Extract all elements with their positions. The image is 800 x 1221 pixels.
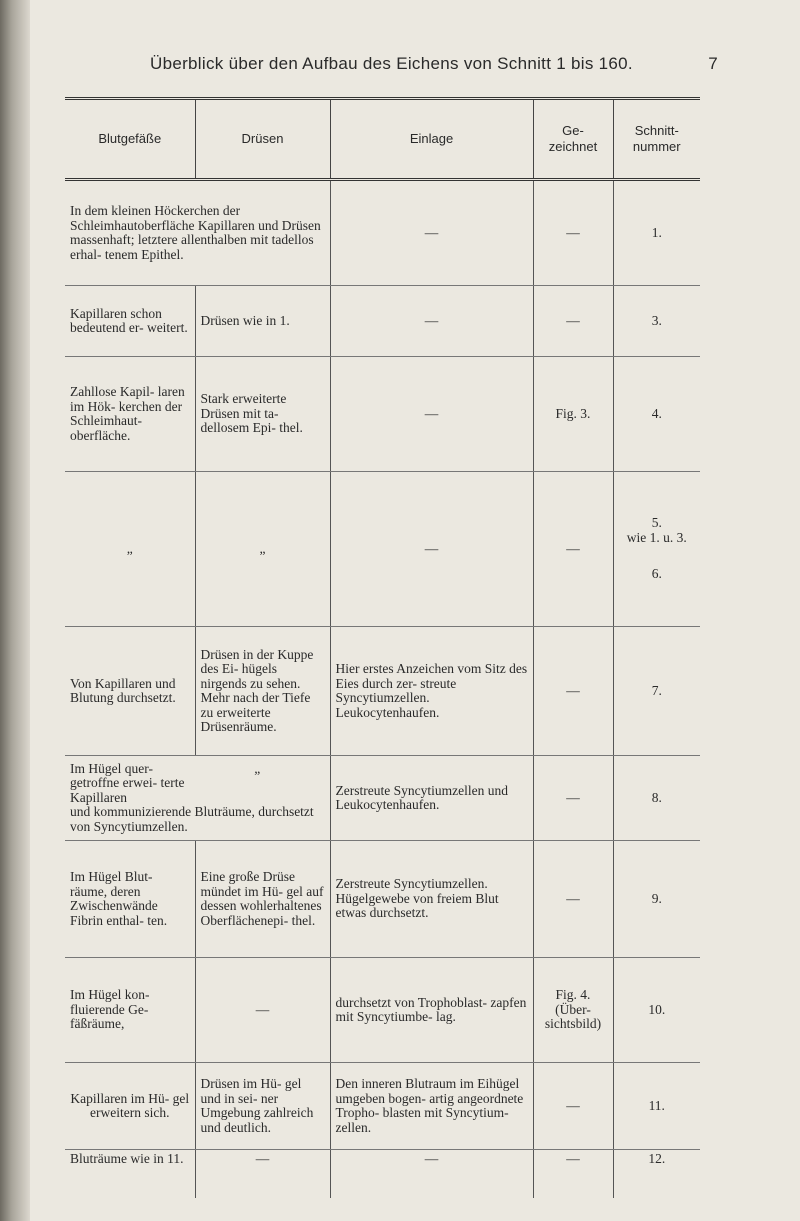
table-row <box>65 841 700 958</box>
cell-blutgefaesse: Zahllose Kapil- laren im Hök- kerchen der Schleimhaut- oberfläche. <box>65 357 195 472</box>
overview-table <box>65 97 700 1198</box>
table-row <box>65 472 700 627</box>
cell-einlage: Zerstreute Syncytiumzellen. Hügelgewebe von freiem Blut etwas durchsetzt. <box>330 841 533 958</box>
cell-nummer: 9. <box>613 841 700 958</box>
cell-gezeichnet: — <box>533 841 613 958</box>
cell-blutgefaesse: Im Hügel Blut- räume, deren Zwischenwände Fibrin enthal- ten. <box>65 841 195 958</box>
cell-druesen: Drüsen in der Kuppe des Ei- hügels nirgends zu sehen. Mehr nach der Tiefe zu erweiterte Drüsenräume. <box>195 627 330 756</box>
cell-druesen: „ <box>195 472 330 627</box>
cell-nummer: 11. <box>613 1063 700 1150</box>
cell-blutgefaesse: Kapillaren schon bedeutend er- weitert. <box>65 286 195 357</box>
cell-einlage: — <box>330 357 533 472</box>
cell-einlage: durchsetzt von Trophoblast- zapfen mit Syncytiumbe- lag. <box>330 958 533 1063</box>
cell-blutgefaesse: Im Hügel quer- getroffne erwei- terte Kapillaren <box>70 760 185 805</box>
table-row <box>65 756 700 841</box>
cell-druesen: — <box>195 958 330 1063</box>
running-title: Überblick über den Aufbau des Eichens von Schnitt 1 bis 160. <box>150 54 633 73</box>
table-row <box>65 627 700 756</box>
cell-gezeichnet: Fig. 3. <box>533 357 613 472</box>
cell-nummer <box>613 472 700 627</box>
cell-blutgefaesse: Bluträume wie in 11. <box>70 1151 184 1166</box>
header-row <box>65 99 700 180</box>
cell-blutgefaesse-druesen: In dem kleinen Höckerchen der Schleimhautoberfläche Kapillaren und Drüsen massenhaft; letztere allenthalben mit tadellos erhal- tenem Epithel. <box>65 180 330 286</box>
column-header-schnittnummer: Schnitt- nummer <box>613 99 700 180</box>
cell-druesen: Stark erweiterte Drüsen mit ta- dellosem Epi- thel. <box>195 357 330 472</box>
cell-einlage: — <box>330 472 533 627</box>
cell-gezeichnet: — <box>533 1063 613 1150</box>
cell-gezeichnet: Fig. 4. (Über- sichtsbild) <box>533 958 613 1063</box>
cell-druesen: — <box>195 1150 330 1199</box>
cell-blutgefaesse-druesen <box>65 756 330 841</box>
cell-druesen: Drüsen im Hü- gel und in sei- ner Umgebung zahlreich und deutlich. <box>195 1063 330 1150</box>
cell-gezeichnet: — <box>533 627 613 756</box>
cell-druesen: Drüsen wie in 1. <box>195 286 330 357</box>
cell-merged-tail: und kommunizierende Bluträume, durchsetzt von Syncytiumzellen. <box>70 804 314 834</box>
table-row <box>65 958 700 1063</box>
column-header-einlage: Einlage <box>330 99 533 180</box>
cell-gezeichnet: — <box>533 180 613 286</box>
cell-einlage: — <box>330 1150 533 1199</box>
cell-druesen: Eine große Drüse mündet im Hü- gel auf dessen wohlerhaltenes Oberflächenepi- thel. <box>195 841 330 958</box>
page-number: 7 <box>708 54 718 73</box>
column-header-druesen: Drüsen <box>195 99 330 180</box>
cell-gezeichnet: — <box>533 1150 613 1199</box>
cell-nummer: 7. <box>613 627 700 756</box>
cell-blutgefaesse: Im Hügel kon- fluierende Ge- fäßräume, <box>65 958 195 1063</box>
table-row <box>65 357 700 472</box>
cell-blutgefaesse: Kapillaren im Hü- gel erweitern sich. <box>65 1063 195 1150</box>
table-row <box>65 180 700 286</box>
table-row <box>65 1150 700 1199</box>
cell-einlage: — <box>330 286 533 357</box>
cell-nummer: 8. <box>613 756 700 841</box>
cell-blutgefaesse: „ <box>65 472 195 627</box>
column-header-blutgefaesse: Blutgefäße <box>65 99 195 180</box>
nummer-6: 6. <box>651 566 662 582</box>
cell-einlage: Den inneren Blutraum im Eihügel umgeben bogen- artig angeordnete Tropho- blasten mit Syncytium- zellen. <box>330 1063 533 1150</box>
column-header-gezeichnet: Ge- zeichnet <box>533 99 613 180</box>
nummer-note: wie 1. u. 3. <box>626 529 687 545</box>
cell-nummer: 12. <box>613 1150 700 1199</box>
cell-einlage: Hier erstes Anzeichen vom Sitz des Eies durch zer- streute Syncytiumzellen. Leukocytenhaufen. <box>330 627 533 756</box>
table-row <box>65 286 700 357</box>
cell-blutgefaesse: Von Kapillaren und Blutung durchsetzt. <box>65 627 195 756</box>
cell-nummer: 10. <box>613 958 700 1063</box>
cell-einlage: Zerstreute Syncytiumzellen und Leukocytenhaufen. <box>330 756 533 841</box>
nummer-5: 5. <box>651 515 662 531</box>
cell-einlage: — <box>330 180 533 286</box>
cell-gezeichnet: — <box>533 286 613 357</box>
cell-druesen: „ <box>254 760 261 776</box>
book-binding-shadow <box>0 0 30 1221</box>
cell-gezeichnet: — <box>533 472 613 627</box>
cell-nummer: 1. <box>613 180 700 286</box>
cell-nummer: 3. <box>613 286 700 357</box>
cell-nummer: 4. <box>613 357 700 472</box>
table-row <box>65 1063 700 1150</box>
cell-gezeichnet: — <box>533 756 613 841</box>
